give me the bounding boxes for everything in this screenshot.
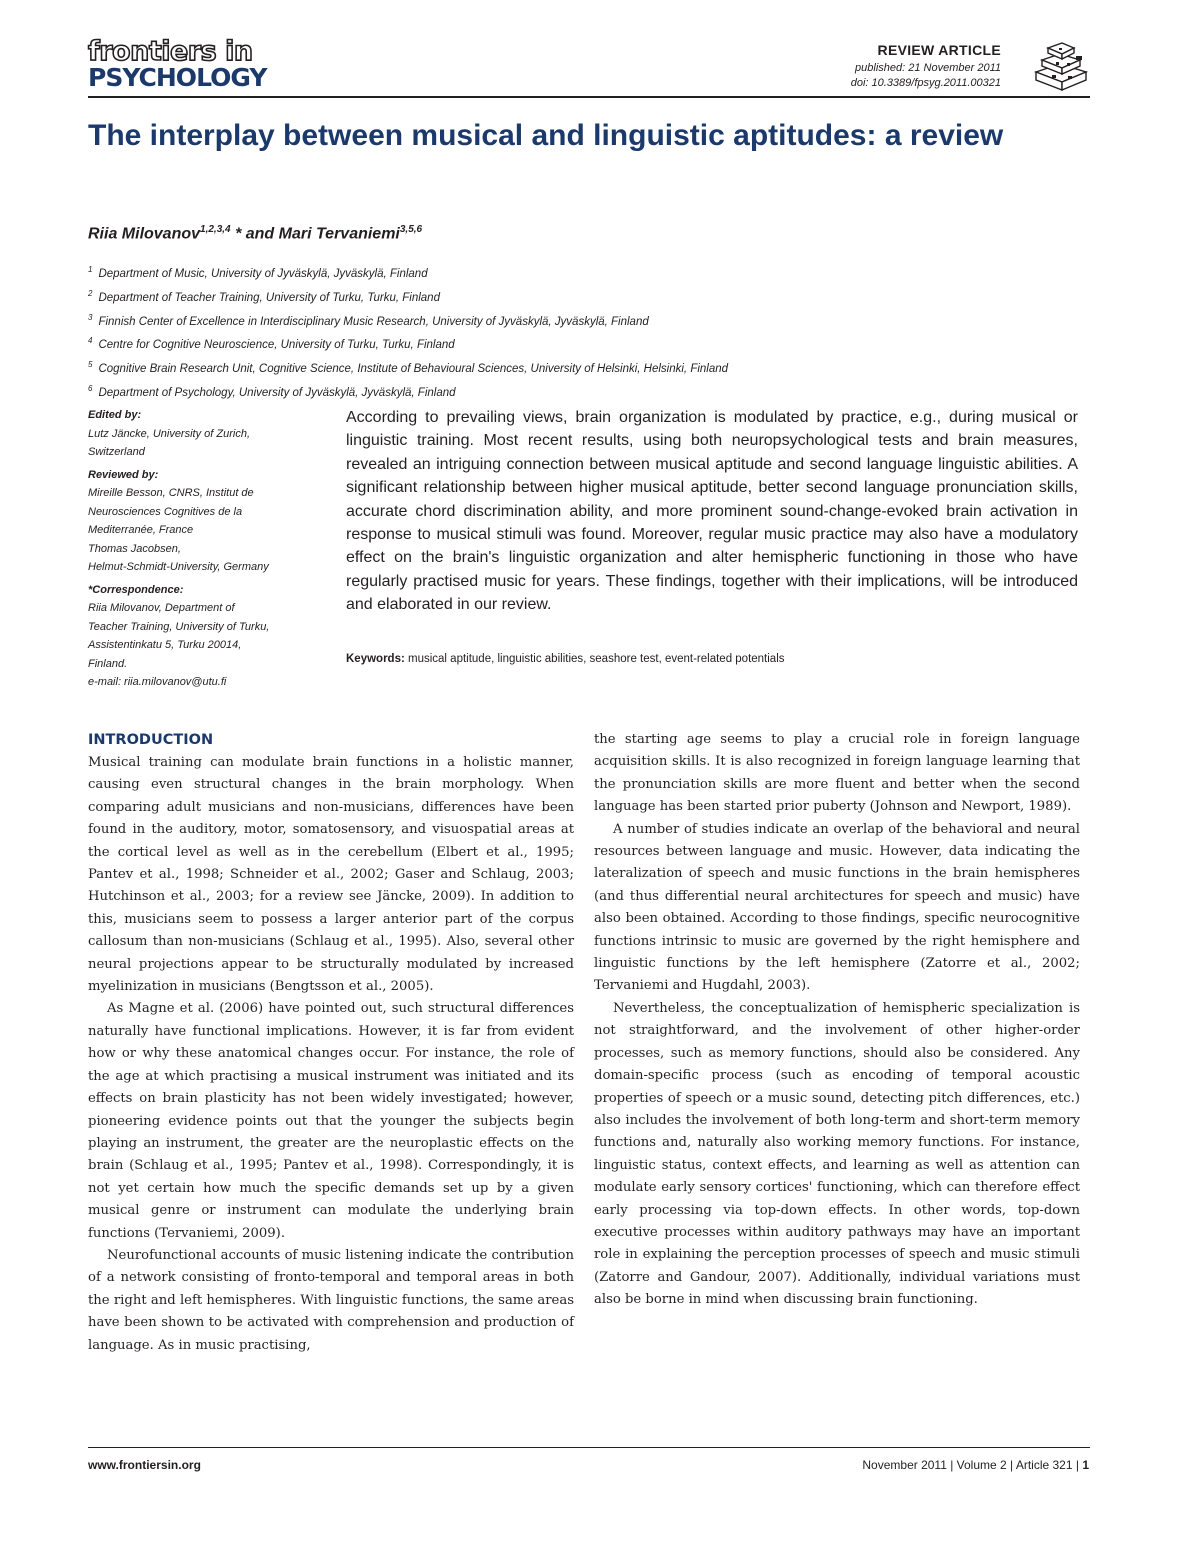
author-list	[88, 224, 422, 243]
body-paragraph: Musical training can modulate brain functions in a holistic manner, causing even structural changes in the brain morphology. When comparing adult musicians and non-musicians, differences have been found in the auditory, motor, somatosensory, and visuospatial areas at the cortical level as well as in the cerebellum (Elbert et al., 1995; Pantev et al., 1998; Schneider et al., 2002; Gaser and Schlaug, 2003; Hutchinson et al., 2003; for a review see Jäncke, 2009). In addition to this, musicians seem to possess a larger anterior part of the corpus callosum than non-musicians (Schlaug et al., 1995). Also, several other neural projections appear to be structurally modulated by increased myelinization in musicians (Bengtsson et al., 2005).	[88, 755, 574, 995]
body-paragraph: A number of studies indicate an overlap of the behavioral and neural resources between language and music. However, data indicating the lateralization of speech and music functions in the brain hemispheres (and thus differential neural architectures for speech and music) have also been obtained. According to those findings, specific neurocognitive functions intrinsic to music are governed by the right hemisphere and linguistic functions by the left hemisphere (Zatorre et al., 2002; Tervaniemi and Hugdahl, 2003).	[594, 821, 1080, 994]
affiliation-text: Department of Psychology, University of Jyväskylä, Jyväskylä, Finland	[98, 386, 456, 399]
section-heading-introduction: INTRODUCTION	[88, 732, 214, 748]
affiliation-text: Department of Music, University of Jyväskylä, Jyväskylä, Finland	[98, 267, 428, 280]
affiliation-item	[88, 379, 1088, 403]
keywords-list: musical aptitude, linguistic abilities, seashore test, event-related potentials	[408, 653, 785, 665]
footer-issue-text: November 2011 | Volume 2 | Article 321 |	[862, 1458, 1083, 1472]
corresponding-mark: *	[230, 225, 242, 243]
body-paragraph: Neurofunctional accounts of music listening indicate the contribution of a network consisting of fronto-temporal and temporal areas in both the right and left hemispheres. With linguistic functions, the same areas have been shown to be activated with comprehension and production of language. As in music practising,	[88, 1247, 574, 1353]
affiliation-text: Department of Teacher Training, University of Turku, Turku, Finland	[98, 291, 440, 304]
footer-divider	[88, 1447, 1090, 1448]
footer-website-link[interactable]: www.frontiersin.org	[88, 1458, 201, 1472]
correspondence-heading: *Correspondence:	[88, 583, 184, 596]
author-affiliation-marks: 1,2,3,4	[200, 224, 231, 235]
keywords-line	[346, 653, 1078, 665]
affiliation-item	[88, 331, 1088, 355]
author-name: Riia Milovanov	[88, 225, 201, 243]
body-column-left	[88, 730, 574, 1357]
editor-line: Switzerland	[88, 446, 145, 458]
affiliation-number: 2	[88, 288, 93, 298]
body-paragraph: As Magne et al. (2006) have pointed out, such structural differences naturally have functional implications. However, it is far from evident how or why these anatomical changes occur. For instance, the role of the age at which practising a musical instrument was initiated and its effects on brain plasticity has not been widely investigated; however, pioneering evidence points out that the younger the subjects begin playing an instrument, the greater are the neuroplastic effects on the brain (Schlaug et al., 1995; Pantev et al., 1998). Correspondingly, it is not yet certain how much the specific demands set up by a given musical genre or instrument can modulate the underlying brain functions (Tervaniemi, 2009).	[88, 1001, 574, 1241]
affiliation-item	[88, 308, 1088, 332]
correspondence-line: Riia Milovanov, Department of	[88, 602, 235, 614]
affiliation-number: 4	[88, 336, 93, 346]
reviewer-line: Mediterranée, France	[88, 524, 194, 536]
correspondence-line: Teacher Training, University of Turku,	[88, 620, 270, 633]
stacked-blocks-logo-icon	[1030, 36, 1092, 92]
journal-header	[88, 38, 1001, 96]
body-paragraph: the starting age seems to play a crucial role in foreign language acquisition skills. It is also recognized in foreign language learning that the pronunciation skills are more fluent and better when the second language has been started prior puberty (Johnson and Newport, 1989).	[594, 732, 1080, 815]
edited-by-heading: Edited by:	[88, 409, 142, 421]
body-column-right	[594, 729, 1080, 1312]
affiliation-text: Finnish Center of Excellence in Interdisciplinary Music Research, University of Jyväskylä, Jyväskylä, Finland	[98, 315, 649, 328]
reviewed-by-heading: Reviewed by:	[88, 468, 159, 481]
affiliation-text: Centre for Cognitive Neuroscience, University of Turku, Turku, Finland	[98, 339, 455, 352]
article-type-label: REVIEW ARTICLE	[877, 42, 1001, 58]
affiliation-item	[88, 260, 1088, 284]
footer-issue-info	[862, 1458, 1089, 1472]
body-paragraph: Nevertheless, the conceptualization of hemispheric specialization is not straightforward, and the involvement of other higher-order processes, such as memory functions, should also be considered. Any domain-specific process (such as encoding of temporal acoustic properties of speech or a music sound, detecting pitch differences, etc.) also includes the involvement of both long-term and short-term memory functions and, naturally also working memory functions. For instance, linguistic status, context effects, and learning as well as attention can modulate early sensory cortices' functioning, which can therefore effect early processing via top-down effects. In other words, top-down executive processes within auditory pathways may have an important role in explaining the perception processes of speech and music stimuli (Zatorre and Gandour, 2007). Additionally, individual variations must also be borne in mind when discussing brain functioning.	[594, 1000, 1080, 1308]
affiliation-number: 6	[88, 384, 93, 394]
affiliation-list	[88, 260, 1088, 403]
correspondence-email[interactable]: e-mail: riia.milovanov@utu.fi	[88, 676, 227, 688]
author-joiner: and	[241, 225, 279, 243]
page-number: 1	[1082, 1458, 1089, 1472]
journal-logo-line1: frontiers in	[88, 36, 253, 67]
published-date: published: 21 November 2011	[855, 62, 1001, 74]
article-title: The interplay between musical and linguistic aptitudes: a review	[88, 119, 1004, 152]
affiliation-number: 3	[88, 312, 93, 322]
reviewer-line: Mireille Besson, CNRS, Institut de	[88, 487, 254, 499]
correspondence-line: Finland.	[88, 657, 128, 670]
editor-line: Lutz Jäncke, University of Zurich,	[88, 427, 251, 440]
correspondence-line: Assistentinkatu 5, Turku 20014,	[88, 639, 242, 651]
affiliation-item	[88, 284, 1088, 308]
reviewer-line: Neurosciences Cognitives de la	[88, 505, 243, 518]
keywords-label: Keywords:	[346, 653, 405, 665]
reviewer-line: Thomas Jacobsen,	[88, 542, 181, 555]
abstract-text: According to prevailing views, brain organization is modulated by practice, e.g., during musical or linguistic training. Most recent results, using both neuropsychological tests and brain measures, revealed an intriguing connection between musical aptitude and second language linguistic abilities. A significant relationship between higher musical aptitude, better second language pronunciation skills, accurate chord discrimination ability, and more prominent sound-change-evoked brain activation in response to musical stimuli was found. Moreover, regular music practice may also have a modulatory effect on the brain's linguistic organization and alter hemispheric functioning in those who have regularly practised music for years. These findings, together with their implications, will be introduced and elaborated in our review.	[346, 409, 1078, 614]
affiliation-text: Cognitive Brain Research Unit, Cognitive Science, Institute of Behavioural Sciences, University of Helsinki, Helsinki, Finland	[98, 363, 729, 376]
affiliation-item	[88, 355, 1088, 379]
affiliation-number: 5	[88, 360, 93, 370]
doi-label: doi: 10.3389/fpsyg.2011.00321	[850, 77, 1001, 89]
editorial-sidebar	[88, 406, 323, 692]
reviewer-line: Helmut-Schmidt-University, Germany	[88, 561, 269, 573]
affiliation-number: 1	[88, 265, 93, 274]
author-affiliation-marks: 3,5,6	[399, 224, 423, 235]
journal-logo-line2: PSYCHOLOGY	[88, 63, 267, 92]
author-name: Mari Tervaniemi	[278, 225, 400, 243]
header-divider	[88, 96, 1090, 98]
